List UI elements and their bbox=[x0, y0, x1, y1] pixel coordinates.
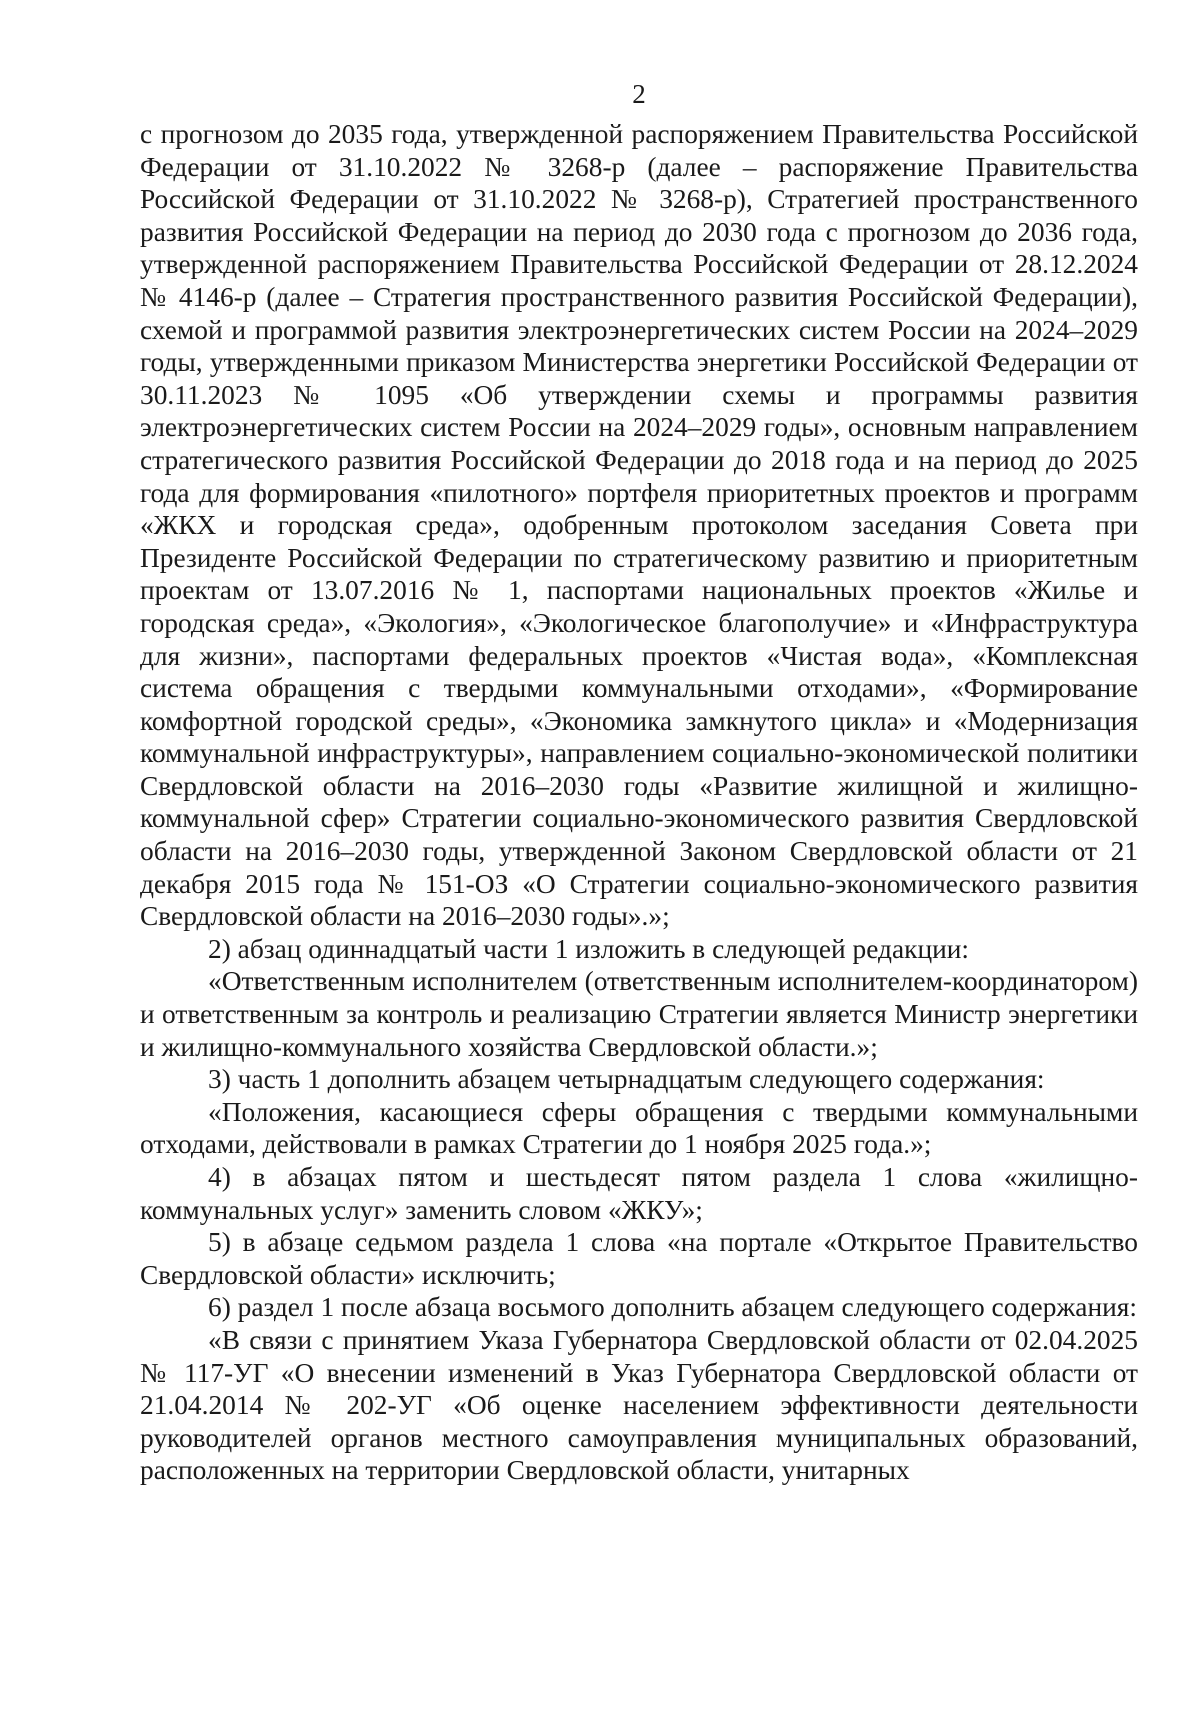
paragraph-item-4: 4) в абзацах пятом и шестьдесят пятом раздела 1 слова «жилищно-коммунальных услуг» заменить словом «ЖКУ»; bbox=[140, 1162, 1138, 1225]
paragraph-item-3: 3) часть 1 дополнить абзацем четырнадцатым следующего содержания: bbox=[208, 1064, 1045, 1095]
paragraph-item-2: 2) абзац одиннадцатый части 1 изложить в следующей редакции: bbox=[208, 933, 970, 964]
document-page bbox=[140, 78, 1138, 1487]
document-body bbox=[140, 118, 1138, 1487]
paragraph-continuation: с прогнозом до 2035 года, утвержденной распоряжением Правительства Российской Федерации от 31.10.2022 № 3268-р (далее – распоряжение Правительства Российской Федерации от 31.10.2022 № 3268-р), Стратегией пространственного развития Российской Федерации на период до 2030 года с прогнозом до 2036 года, утвержденной распоряжением Правительства Российской Федерации от 28.12.2024 № 4146-р (далее – Стратегия пространственного развития Российской Федерации), схемой и программой развития электроэнергетических систем России на 2024–2029 годы, утвержденными приказом Министерства энергетики Российской Федерации от 30.11.2023 № 1095 «Об утверждении схемы и программы развития электроэнергетических систем России на 2024–2029 годы», основным направлением стратегического развития Российской Федерации до 2018 года и на период до 2025 года для формирования «пилотного» портфеля приоритетных проектов и программ «ЖКХ и городская среда», одобренным протоколом заседания Совета при Президенте Российской Федерации по стратегическому развитию и приоритетным проектам от 13.07.2016 № 1, паспортами национальных проектов «Жилье и городская среда», «Экология», «Экологическое благополучие» и «Инфраструктура для жизни», паспортами федеральных проектов «Чистая вода», «Комплексная система обращения с твердыми коммунальными отходами», «Формирование комфортной городской среды», «Экономика замкнутого цикла» и «Модернизация коммунальной инфраструктуры», направлением социально-экономической политики Свердловской области на 2016–2030 годы «Развитие жилищной и жилищно-коммунальной сфер» Стратегии социально-экономического развития Свердловской области на 2016–2030 годы, утвержденной Законом Свердловской области от 21 декабря 2015 года № 151-ОЗ «О Стратегии социально-экономического развития Свердловской области на 2016–2030 годы».»; bbox=[140, 119, 1138, 932]
paragraph-item-6: 6) раздел 1 после абзаца восьмого дополнить абзацем следующего содержания: bbox=[208, 1292, 1137, 1323]
paragraph-item-5: 5) в абзаце седьмом раздела 1 слова «на портале «Открытое Правительство Свердловской области» исключить; bbox=[140, 1227, 1138, 1290]
paragraph-quote-2: «Ответственным исполнителем (ответственным исполнителем-координатором) и ответственным за контроль и реализацию Стратегии является Министр энергетики и жилищно-коммунального хозяйства Свердловской области.»; bbox=[140, 966, 1138, 1062]
paragraph-quote-6: «В связи с принятием Указа Губернатора Свердловской области от 02.04.2025 № 117-УГ «О внесении изменений в Указ Губернатора Свердловской области от 21.04.2014 № 202-УГ «Об оценке населением эффективности деятельности руководителей органов местного самоуправления муниципальных образований, расположенных на территории Свердловской области, унитарных bbox=[140, 1324, 1138, 1486]
paragraph-quote-3: «Положения, касающиеся сферы обращения с твердыми коммунальными отходами, действовали в рамках Стратегии до 1 ноября 2025 года.»; bbox=[140, 1096, 1138, 1160]
page-number: 2 bbox=[632, 79, 646, 109]
